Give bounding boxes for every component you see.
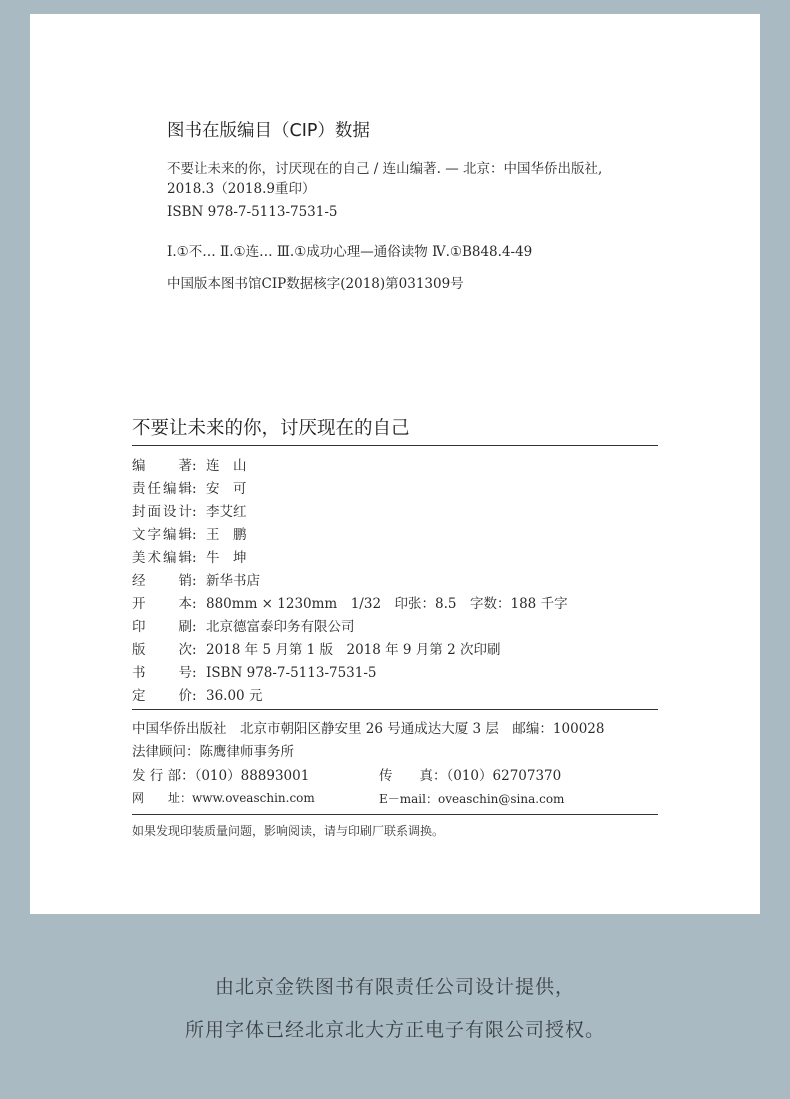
info-value: 880mm × 1230mm 1/32 印张：8.5 字数：188 千字 xyxy=(206,596,568,612)
info-rule xyxy=(132,709,658,710)
cip-title: 图书在版编目（CIP）数据 xyxy=(167,121,370,141)
info-value: 李艾红 xyxy=(206,504,247,520)
cip-number: 中国版本图书馆CIP数据核字(2018)第031309号 xyxy=(167,276,464,292)
info-value: 36.00 元 xyxy=(206,688,263,704)
info-label: 责任编辑 xyxy=(132,481,192,497)
cip-isbn: ISBN 978-7-5113-7531-5 xyxy=(167,204,338,220)
info-label: 美术编辑 xyxy=(132,550,192,566)
info-value: 2018 年 5 月第 1 版 2018 年 9 月第 2 次印刷 xyxy=(206,642,501,658)
info-row-edition: 版次: 2018 年 5 月第 1 版 2018 年 9 月第 2 次印刷 xyxy=(132,638,500,660)
phone-row xyxy=(132,764,658,784)
info-row-text-editor: 文字编辑: 王 鹏 xyxy=(132,523,247,545)
info-value: 王 鹏 xyxy=(206,527,247,543)
info-label: 书号 xyxy=(132,665,192,681)
info-label: 封面设计 xyxy=(132,504,192,520)
info-value: 连 山 xyxy=(206,458,247,474)
publisher-address: 中国华侨出版社 北京市朝阳区静安里 26 号通成达大厦 3 层 邮编：100028 xyxy=(132,721,605,737)
footer-line-2: 所用字体已经北京北大方正电子有限公司授权。 xyxy=(184,1019,605,1041)
info-label: 定价 xyxy=(132,688,192,704)
info-row-price: 定价: 36.00 元 xyxy=(132,684,262,706)
email: E－mail：oveaschin@sina.com xyxy=(379,792,565,806)
info-label: 印刷 xyxy=(132,619,192,635)
info-value: ISBN 978-7-5113-7531-5 xyxy=(206,665,377,681)
info-label: 版次 xyxy=(132,642,192,658)
quality-notice: 如果发现印装质量问题，影响阅读，请与印刷厂联系调换。 xyxy=(132,824,445,838)
cip-line-1: 不要让未来的你，讨厌现在的自己 / 连山编著. — 北京：中国华侨出版社, xyxy=(167,161,603,177)
info-row-format: 开本: 880mm × 1230mm 1/32 印张：8.5 字数：188 千字 xyxy=(132,592,568,614)
info-row-art-editor: 美术编辑: 牛 坤 xyxy=(132,546,247,568)
cip-classification: Ⅰ.①不… Ⅱ.①连… Ⅲ.①成功心理—通俗读物 Ⅳ.①B848.4-49 xyxy=(167,244,533,260)
info-label: 文字编辑 xyxy=(132,527,192,543)
fax: 传 真：（010）62707370 xyxy=(379,768,562,784)
info-row-isbn: 书号: ISBN 978-7-5113-7531-5 xyxy=(132,661,377,683)
info-value: 牛 坤 xyxy=(206,550,247,566)
footer-line-1: 由北京金铁图书有限责任公司设计提供， xyxy=(214,976,575,998)
info-value: 新华书店 xyxy=(206,573,260,589)
cip-line-2: 2018.3（2018.9重印） xyxy=(167,181,316,197)
info-label: 开本 xyxy=(132,596,192,612)
book-title: 不要让未来的你，讨厌现在的自己 xyxy=(132,418,410,439)
info-label: 编著 xyxy=(132,458,192,474)
contact-row xyxy=(132,789,658,806)
info-row-distributor: 经销: 新华书店 xyxy=(132,569,260,591)
copyright-page xyxy=(30,14,760,914)
info-row-printer: 印刷: 北京德富泰印务有限公司 xyxy=(132,615,355,637)
info-label: 经销 xyxy=(132,573,192,589)
info-value: 北京德富泰印务有限公司 xyxy=(206,619,355,635)
legal-counsel: 法律顾问：陈鹰律师事务所 xyxy=(132,744,294,760)
info-row-cover-design: 封面设计: 李艾红 xyxy=(132,500,247,522)
notice-rule xyxy=(132,814,658,815)
info-value: 安 可 xyxy=(206,481,247,497)
title-rule xyxy=(132,445,658,446)
website: 网 址：www.oveaschin.com xyxy=(132,791,315,805)
info-row-author: 编著: 连 山 xyxy=(132,454,247,476)
info-row-editor: 责任编辑: 安 可 xyxy=(132,477,247,499)
dept-phone: 发 行 部：（010）88893001 xyxy=(132,768,310,784)
